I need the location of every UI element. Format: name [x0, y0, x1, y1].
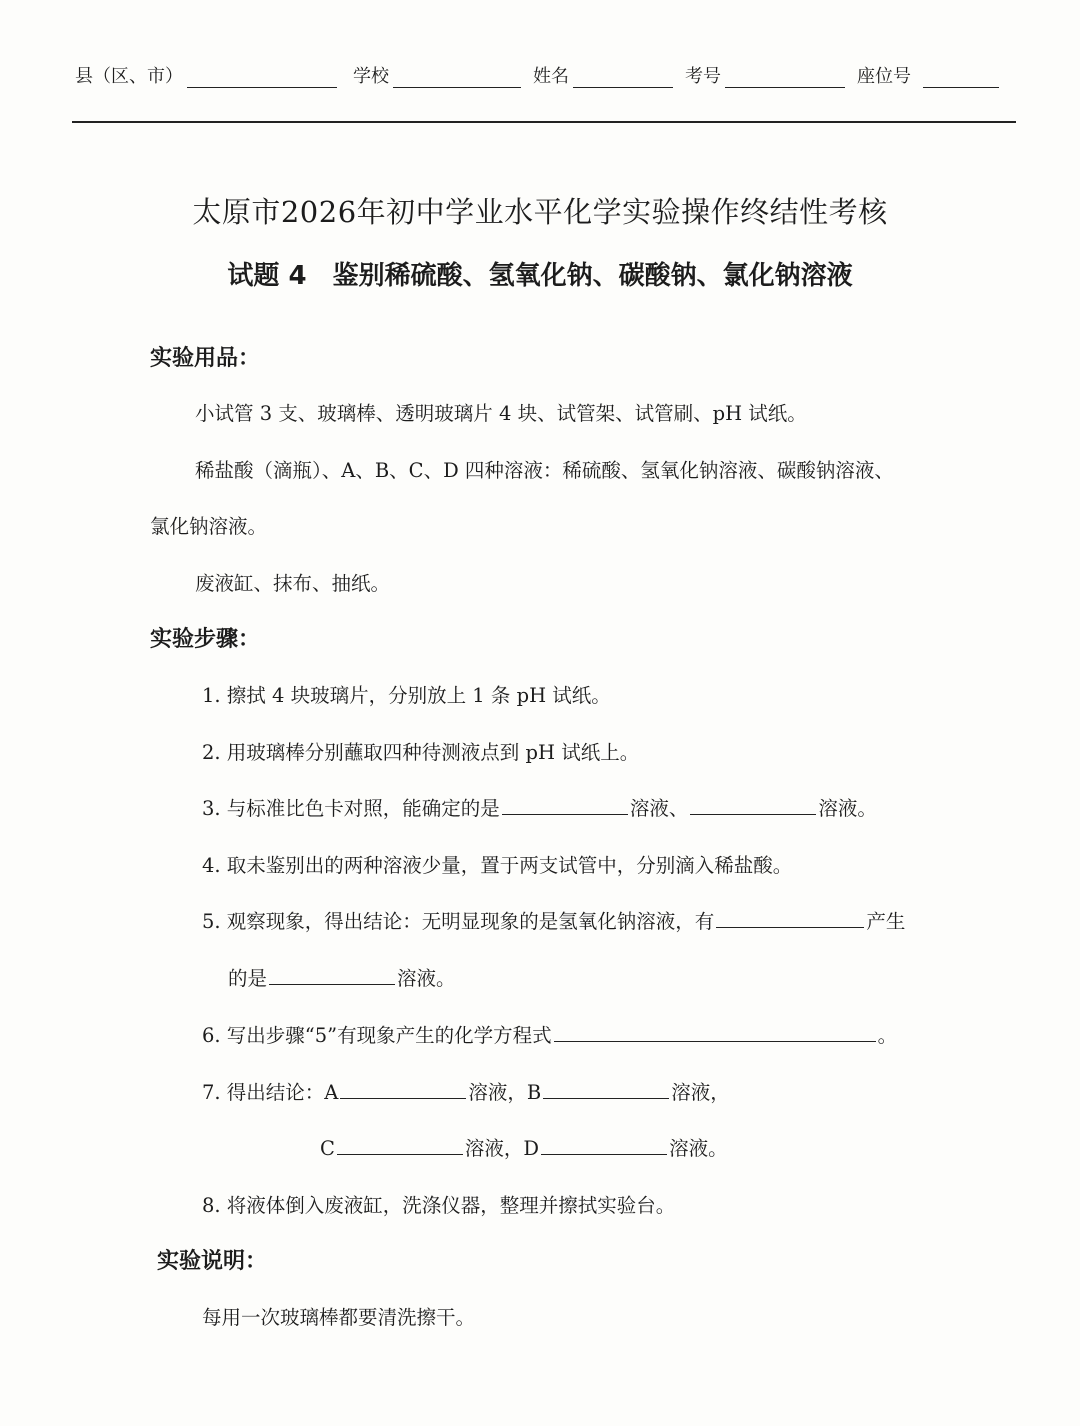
step-7-text-c: 溶液，: [671, 1081, 730, 1104]
county-label: 县（区、市）: [75, 66, 183, 87]
step-3-text-b: 溶液、: [629, 797, 689, 820]
seat-number-label: 座位号: [857, 66, 911, 87]
materials-heading: 实验用品：: [150, 346, 261, 371]
step-6: [202, 1020, 897, 1048]
exam-number-label: 考号: [685, 66, 721, 87]
step-7-text: 7. 得出结论：A: [202, 1081, 339, 1104]
step-7-blank-d[interactable]: [541, 1134, 667, 1155]
notes-heading: 实验说明：: [157, 1249, 268, 1274]
step-7-blank-a[interactable]: [340, 1078, 466, 1099]
step-5-text-b: 产生: [866, 910, 906, 933]
step-7: [202, 1077, 730, 1105]
header-divider: [72, 121, 1016, 123]
step-5-blank-2[interactable]: [269, 964, 395, 985]
materials-line-2: 稀盐酸（滴瓶）、A、B、C、D 四种溶液：稀硫酸、氢氧化钠溶液、碳酸钠溶液、: [195, 459, 894, 482]
county-blank[interactable]: [187, 67, 337, 88]
step-4: 4. 取未鉴别出的两种溶液少量，置于两支试管中，分别滴入稀盐酸。: [202, 854, 793, 877]
step-7-text-d: C: [320, 1137, 335, 1160]
step-8: 8. 将液体倒入废液缸，洗涤仪器，整理并擦拭实验台。: [202, 1194, 676, 1217]
step-3-text-c: 溶液。: [818, 797, 877, 820]
materials-line-1: 小试管 3 支、玻璃棒、透明玻璃片 4 块、试管架、试管刷、pH 试纸。: [195, 402, 807, 425]
school-label: 学校: [353, 66, 389, 87]
step-6-blank[interactable]: [554, 1021, 876, 1042]
step-7-blank-c[interactable]: [337, 1134, 463, 1155]
student-info-header: [75, 62, 1015, 88]
step-7-blank-b[interactable]: [543, 1078, 669, 1099]
question-number: 试题 4: [227, 261, 307, 291]
question-subtitle: [0, 255, 1080, 292]
name-label: 姓名: [533, 66, 569, 87]
step-1: 1. 擦拭 4 块玻璃片，分别放上 1 条 pH 试纸。: [202, 684, 611, 707]
step-2: 2. 用玻璃棒分别蘸取四种待测液点到 pH 试纸上。: [202, 741, 640, 764]
step-3-text: 3. 与标准比色卡对照，能确定的是: [202, 797, 500, 820]
step-5-text-c: 的是: [228, 967, 268, 990]
step-5-cont: [228, 963, 456, 991]
step-6-text: 6. 写出步骤“5”有现象产生的化学方程式: [202, 1024, 552, 1047]
seat-number-blank[interactable]: [923, 67, 999, 88]
step-6-text-b: 。: [877, 1024, 898, 1047]
exam-number-blank[interactable]: [725, 67, 845, 88]
school-blank[interactable]: [393, 67, 521, 88]
step-5-text: 5. 观察现象，得出结论：无明显现象的是氢氧化钠溶液，有: [202, 910, 715, 933]
notes-text: 每用一次玻璃棒都要清洗擦干。: [202, 1306, 476, 1329]
materials-line-2-cont: 氯化钠溶液。: [150, 515, 268, 538]
step-5-text-d: 溶液。: [397, 967, 456, 990]
step-3-blank-1[interactable]: [502, 794, 628, 815]
steps-heading: 实验步骤：: [150, 627, 261, 652]
step-7-text-e: 溶液，D: [464, 1137, 540, 1160]
name-blank[interactable]: [573, 67, 673, 88]
materials-line-3: 废液缸、抹布、抽纸。: [195, 572, 391, 595]
page-title: 太原市2026年初中学业水平化学实验操作终结性考核: [192, 195, 888, 229]
step-5-blank-1[interactable]: [716, 907, 864, 928]
step-5: [202, 906, 905, 934]
step-3-blank-2[interactable]: [690, 794, 816, 815]
step-7-text-f: 溶液。: [669, 1137, 728, 1160]
step-7-cont: [320, 1133, 728, 1161]
question-text: 鉴别稀硫酸、氢氧化钠、碳酸钠、氯化钠溶液: [332, 261, 853, 291]
step-3: [202, 793, 877, 821]
step-7-text-b: 溶液，B: [468, 1081, 542, 1104]
